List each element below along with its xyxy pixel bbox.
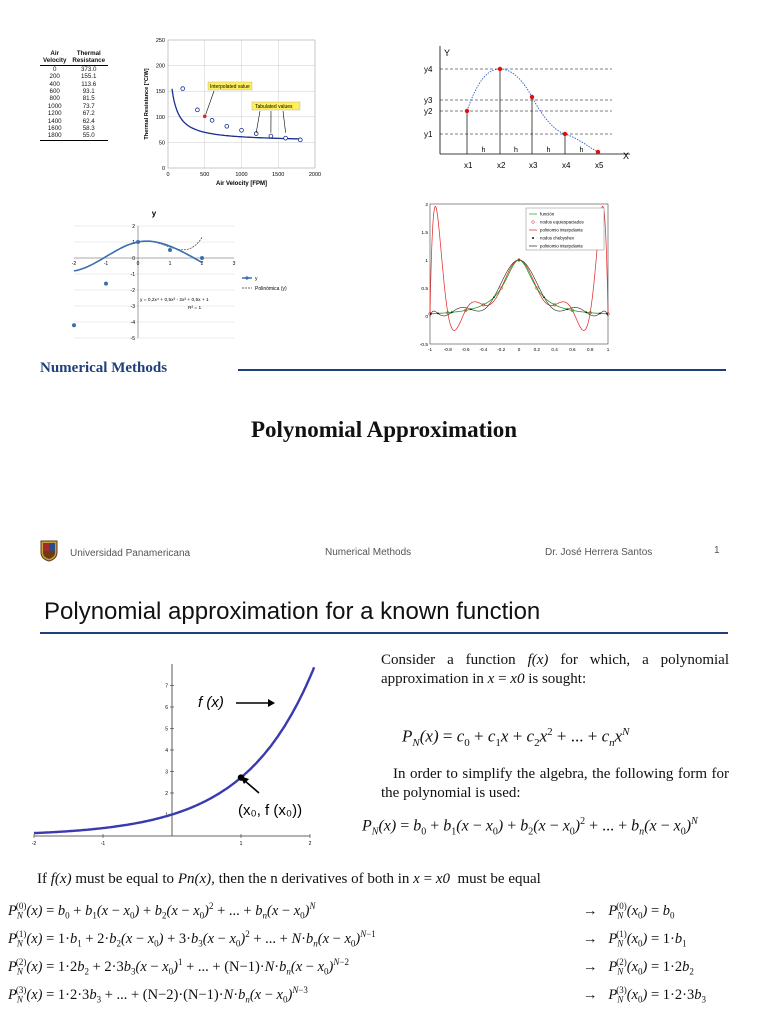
legend-poly: Polinómica (y) <box>255 286 287 292</box>
table-cell: 1600 <box>47 125 62 133</box>
paragraph-consider <box>381 651 729 689</box>
thermal-data-table <box>40 50 108 141</box>
data-point <box>269 134 273 138</box>
section-rule <box>238 369 726 371</box>
y-tick-label: 1 <box>425 259 428 264</box>
y-tick-label: 4 <box>165 748 168 754</box>
trend-equation: y = 0,2x⁴ + 0,5x³ - 2x² + 0,5x + 1 <box>140 298 209 303</box>
data-point <box>284 136 288 140</box>
table-cell: 93.1 <box>82 88 95 96</box>
node-point <box>530 95 534 99</box>
footer-logo <box>40 540 58 567</box>
y-tick-label: 7 <box>165 683 168 690</box>
x-tick-label: 1 <box>239 841 243 847</box>
table-cell: 155.1 <box>80 73 97 81</box>
x-tick-label: 1500 <box>272 172 285 178</box>
derivative-row-0: $P_N^{(0)}(x) = b_0 + b_1(x - x_0) + b_2(x - x_0)^2$ + ... + $b_n(x - x_0)^N$ <box>8 901 316 921</box>
data-point <box>104 282 108 286</box>
data-point <box>196 108 200 112</box>
table-cell: 81.5 <box>82 95 95 103</box>
x-tick-label: -1 <box>100 841 106 847</box>
y-tick-label: -5 <box>130 336 135 342</box>
y-tick-label: 1.5 <box>421 231 428 236</box>
y-tick-label: 1 <box>165 812 168 819</box>
table-row <box>40 88 108 95</box>
derivative-row-1: $P_N^{(1)}(x) = 1\cdot b_1 + 2\cdot b_2(x - x_0) + 3\cdot b_3(x - x_0)^2$ + ... + $N\cdot b_n(x - x_0)^{N-1}$ <box>8 929 376 949</box>
y-axis-label: Thermal Resistance [°C/W] <box>144 68 150 140</box>
excel-chart <box>60 206 320 346</box>
chart-title: y <box>151 209 157 218</box>
h-label: h <box>546 147 551 154</box>
x-tick-label: 2 <box>308 841 312 847</box>
chebyshev-node <box>518 259 520 261</box>
header-line: Velocity <box>43 57 67 65</box>
legend-marker <box>245 276 248 279</box>
y-tick-label: -0.5 <box>419 343 428 348</box>
chebyshev-node <box>470 308 472 310</box>
y-axis-label: Y <box>444 48 451 58</box>
table-row <box>40 103 108 110</box>
table-body <box>40 65 108 140</box>
y-value-label: y4 <box>424 65 433 74</box>
interpolated-point <box>203 114 207 118</box>
x-tick-label: -1 <box>103 261 109 267</box>
footer-university: Universidad Panamericana <box>70 548 191 559</box>
x-tick-label: 1000 <box>235 172 248 178</box>
para1-rendered: Consider a function f(x) for which, a polynomial approximation in x = x0 is sought: <box>381 652 730 687</box>
runge-chart <box>418 202 613 357</box>
title-rule <box>40 632 728 634</box>
header-line: Resistance <box>72 57 106 65</box>
condition-sentence: If f(x) must be equal to Pn(x), then the n derivatives of both in x = x0 must be equal <box>37 871 541 887</box>
data-point <box>200 256 204 260</box>
thermal-chart <box>138 34 323 194</box>
table-header-velocity <box>40 50 69 65</box>
x-tick-label: 0.4 <box>551 347 558 352</box>
table-cell: 0 <box>52 65 57 73</box>
table-row <box>40 65 108 73</box>
table-row <box>40 125 108 132</box>
derivative-result-0: → $P_N^{(0)}(x_0) = b_0$ <box>583 901 675 921</box>
legend-entry: función <box>540 211 555 217</box>
y-tick-label: 50 <box>158 140 165 147</box>
header-line: Air <box>50 50 59 57</box>
table-cell: 55.0 <box>82 132 95 140</box>
thermal-table <box>40 50 108 141</box>
data-point <box>181 87 185 91</box>
y-tick-label: -2 <box>130 288 135 294</box>
x-axis-label: X <box>623 151 630 161</box>
legend-entry: nodos chebyshev <box>540 235 575 241</box>
y-tick-label: -3 <box>130 304 135 310</box>
table-cell: 62.4 <box>82 117 95 125</box>
chebyshev-node <box>437 313 439 315</box>
x-value-label: x3 <box>529 161 538 170</box>
chebyshev-node <box>585 311 587 313</box>
table-cell: 373.0 <box>80 65 97 73</box>
x-tick-label: 0.8 <box>587 347 594 352</box>
legend-entry: polinomio interpolante <box>540 227 583 233</box>
data-point <box>225 124 229 128</box>
header-line: Thermal <box>76 50 101 57</box>
y-tick-label: 250 <box>155 38 165 44</box>
y-tick-label: 3 <box>165 769 168 776</box>
chebyshev-node <box>599 313 601 315</box>
x-value-label: x2 <box>497 161 506 170</box>
table-row <box>40 73 108 80</box>
section-label: Numerical Methods <box>40 360 168 376</box>
y-tick-label: 2 <box>425 203 428 208</box>
x-tick-label: 0 <box>517 347 521 352</box>
derivative-result-1: → $P_N^{(1)}(x_0) = 1\cdot b_1$ <box>583 929 687 949</box>
chebyshev-node <box>606 313 608 315</box>
table-cell: 800 <box>49 95 60 103</box>
derivative-result-3: → $P_N^{(3)}(x_0) = 1\cdot 2\cdot 3b_3$ <box>583 985 706 1005</box>
table-cell: 1400 <box>47 117 62 125</box>
table-cell: 58.3 <box>82 125 95 133</box>
slide-title: Polynomial approximation for a known function <box>44 598 541 625</box>
y-tick-label: 2 <box>165 791 168 797</box>
footer-course: Numerical Methods <box>325 547 412 558</box>
x-value-label: x5 <box>595 161 604 170</box>
table-cell: 1200 <box>47 110 62 118</box>
y-tick-label: 1 <box>132 240 135 246</box>
x-tick-label: -0.4 <box>479 347 488 352</box>
y-tick-label: 150 <box>155 89 165 96</box>
x-tick-label: -0.6 <box>461 347 470 352</box>
y-tick-label: 0 <box>161 166 165 172</box>
table-row <box>40 132 108 140</box>
node-point <box>563 132 567 136</box>
y-tick-label: 2 <box>132 224 135 230</box>
x-tick-label: 1 <box>606 347 610 352</box>
data-point <box>298 138 302 142</box>
label-point: (x₀, f (x₀)) <box>238 802 303 819</box>
table-cell: 67.2 <box>82 110 95 118</box>
interpolation-diagram <box>412 42 642 182</box>
table-header-resistance <box>69 50 108 65</box>
y-tick-label: 0.5 <box>421 287 428 292</box>
point-arrow <box>245 781 259 793</box>
table-cell: 600 <box>49 88 60 96</box>
table-cell: 1800 <box>47 132 62 140</box>
chebyshev-node <box>543 296 545 298</box>
table-cell: 1000 <box>47 102 62 110</box>
x-tick-label: 0.6 <box>569 347 576 352</box>
y-tick-label: 5 <box>165 726 168 733</box>
h-label: h <box>481 147 486 154</box>
poly-trendline <box>132 238 202 250</box>
x-tick-label: 2 <box>200 261 204 267</box>
formula-cn: $P_N(x) = c_0 + c_1x + c_2x^2$ + ... + $c_nx^N$ <box>402 726 630 750</box>
table-row <box>40 110 108 117</box>
interpolating-curve <box>467 69 598 152</box>
x-tick-label: 0 <box>166 172 170 178</box>
x-tick-label: 1 <box>168 261 172 267</box>
table-row <box>40 118 108 125</box>
footer-author: Dr. José Herrera Santos <box>545 547 653 558</box>
y-tick-label: 0 <box>425 315 428 320</box>
x-tick-label: -2 <box>71 261 77 267</box>
x-tick-label: -0.2 <box>497 347 506 352</box>
x-value-label: x4 <box>562 161 571 170</box>
table-cell: 400 <box>49 80 60 88</box>
x-tick-label: 0.2 <box>533 347 540 352</box>
label-fx: f (x) <box>198 694 224 711</box>
x-tick-label: 3 <box>232 261 236 267</box>
exponential-graph <box>30 660 320 850</box>
derivative-result-2: → $P_N^{(2)}(x_0) = 1\cdot 2b_2$ <box>583 957 694 977</box>
cover-title: Polynomial Approximation <box>250 417 518 442</box>
y-value-label: y3 <box>424 96 433 105</box>
legend-entry: polinomio interpolante <box>540 243 583 249</box>
y-tick-label: -1 <box>130 272 135 278</box>
y-value-label: y2 <box>424 107 433 116</box>
table-cell: 113.6 <box>81 80 97 88</box>
chebyshev-node <box>430 313 432 315</box>
x-tick-label: 2000 <box>308 172 322 178</box>
h-label: h <box>514 147 518 154</box>
y-tick-label: 6 <box>165 705 168 711</box>
data-point <box>240 128 244 132</box>
legend-y: y <box>255 276 258 282</box>
x-axis-label: Air Velocity [FPM] <box>215 181 268 187</box>
table-row <box>40 95 108 102</box>
node-point <box>596 150 600 154</box>
table-row <box>40 81 108 88</box>
data-point <box>168 248 172 252</box>
derivative-row-2: $P_N^{(2)}(x) = 1\cdot 2b_2 + 2\cdot 3b_3(x - x_0)^1$ + ... + $(N-1)\cdot N\cdot b_n(x - x_0)^{N-2}$ <box>8 957 349 977</box>
node-point <box>498 67 502 71</box>
fx-arrowhead <box>268 699 275 707</box>
x-tick-label: 500 <box>200 172 210 178</box>
h-label: h <box>579 147 584 154</box>
trend-r2: R² = 1 <box>188 306 202 311</box>
node-point <box>465 109 469 113</box>
y-tick-label: 0 <box>132 256 135 262</box>
y-tick-label: 100 <box>155 114 165 121</box>
data-point <box>72 323 76 327</box>
chebyshev-node <box>493 296 495 298</box>
y-value-label: y1 <box>424 130 433 139</box>
table-cell: 200 <box>49 73 60 81</box>
annotation-tabulated: Tabulated values <box>255 104 293 110</box>
formula-bn: $P_N(x) = b_0 + b_1(x - x_0) + b_2(x - x_0)^2$ + ... + $b_n(x - x_0)^N$ <box>362 816 698 838</box>
legend-marker <box>532 237 534 239</box>
y-tick-label: -4 <box>130 320 135 326</box>
x-tick-label: -1 <box>427 347 433 352</box>
footer-page: 1 <box>714 545 720 556</box>
x-value-label: x1 <box>464 161 473 170</box>
table-cell: 73.7 <box>82 102 95 110</box>
legend-entry: nodos equiespaciados <box>540 219 584 225</box>
annotation-interpolated: Interpolated value <box>210 84 250 90</box>
y-tick-label: 200 <box>155 63 165 70</box>
x-tick-label: -0.8 <box>443 347 452 352</box>
derivative-row-3: $P_N^{(3)}(x) = 1\cdot 2\cdot 3b_3$ + ... + $(N-2)\cdot(N-1)\cdot N\cdot b_n(x - x_0)^{N-3}$ <box>8 985 308 1005</box>
chebyshev-node <box>566 308 568 310</box>
data-point <box>210 118 214 122</box>
chebyshev-node <box>451 311 453 313</box>
data-point <box>136 240 140 244</box>
table-header-row <box>40 50 108 65</box>
x-tick-label: 0 <box>136 261 140 267</box>
paragraph-simplify: In order to simplify the algebra, the following form for the polynomial is used: <box>381 766 729 801</box>
university-shield-icon <box>40 540 58 562</box>
x-tick-label: -2 <box>31 841 37 847</box>
